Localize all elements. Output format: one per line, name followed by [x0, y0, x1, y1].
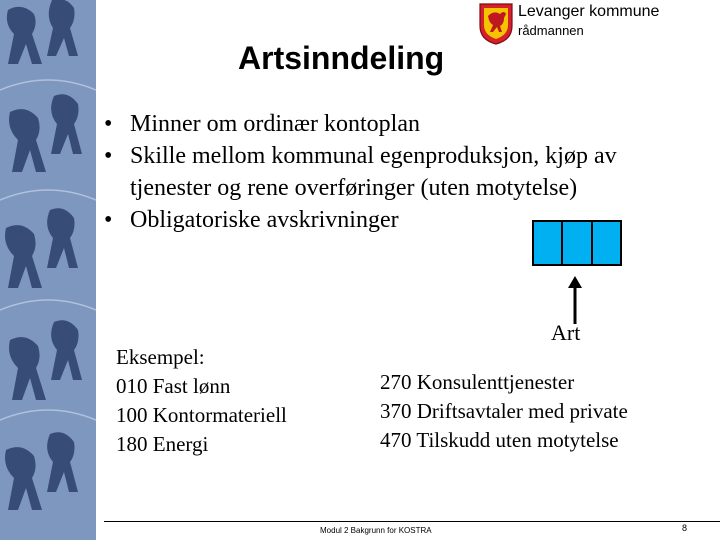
arrow-up-icon [565, 276, 585, 324]
example-heading: Eksempel: [116, 345, 205, 369]
bullet-text: Minner om ordinær kontoplan [130, 111, 420, 137]
org-subtitle: rådmannen [518, 23, 584, 38]
example-line: 180 Energi [116, 432, 209, 456]
footer-text: Modul 2 Bakgrunn for KOSTRA [320, 526, 432, 535]
digit-box [563, 222, 592, 264]
slide-title: Artsinndeling [238, 40, 445, 76]
bullet-dot-icon: • [104, 143, 113, 169]
code-line: 270 Konsulenttjenester [380, 370, 575, 394]
bullet-dot-icon: • [104, 111, 113, 137]
codes-block [380, 368, 628, 455]
art-digit-boxes [532, 220, 622, 266]
sidebar-horse-pattern [0, 0, 96, 540]
bullet-list [100, 108, 700, 236]
bullet-item [100, 108, 700, 140]
footer-divider [104, 521, 720, 522]
example-line: 010 Fast lønn [116, 374, 231, 398]
code-line: 370 Driftsavtaler med private [380, 399, 628, 423]
bullet-dot-icon: • [104, 207, 113, 233]
bullet-text: Obligatoriske avskrivninger [130, 207, 399, 233]
horse-shield-logo-icon [478, 2, 514, 46]
digit-box [534, 222, 563, 264]
example-line: 100 Kontormateriell [116, 403, 287, 427]
page-number: 8 [682, 523, 688, 533]
code-line: 470 Tilskudd uten motytelse [380, 428, 619, 452]
art-label: Art [551, 320, 581, 345]
org-name: Levanger kommune [518, 3, 660, 20]
digit-box [593, 222, 620, 264]
bullet-item [100, 140, 700, 204]
horse-pattern-icon [0, 0, 96, 540]
bullet-text: Skille mellom kommunal egenproduksjon, kjøp av tjenester og rene overføringer (uten motytelse) [130, 143, 617, 201]
example-block [116, 343, 287, 459]
